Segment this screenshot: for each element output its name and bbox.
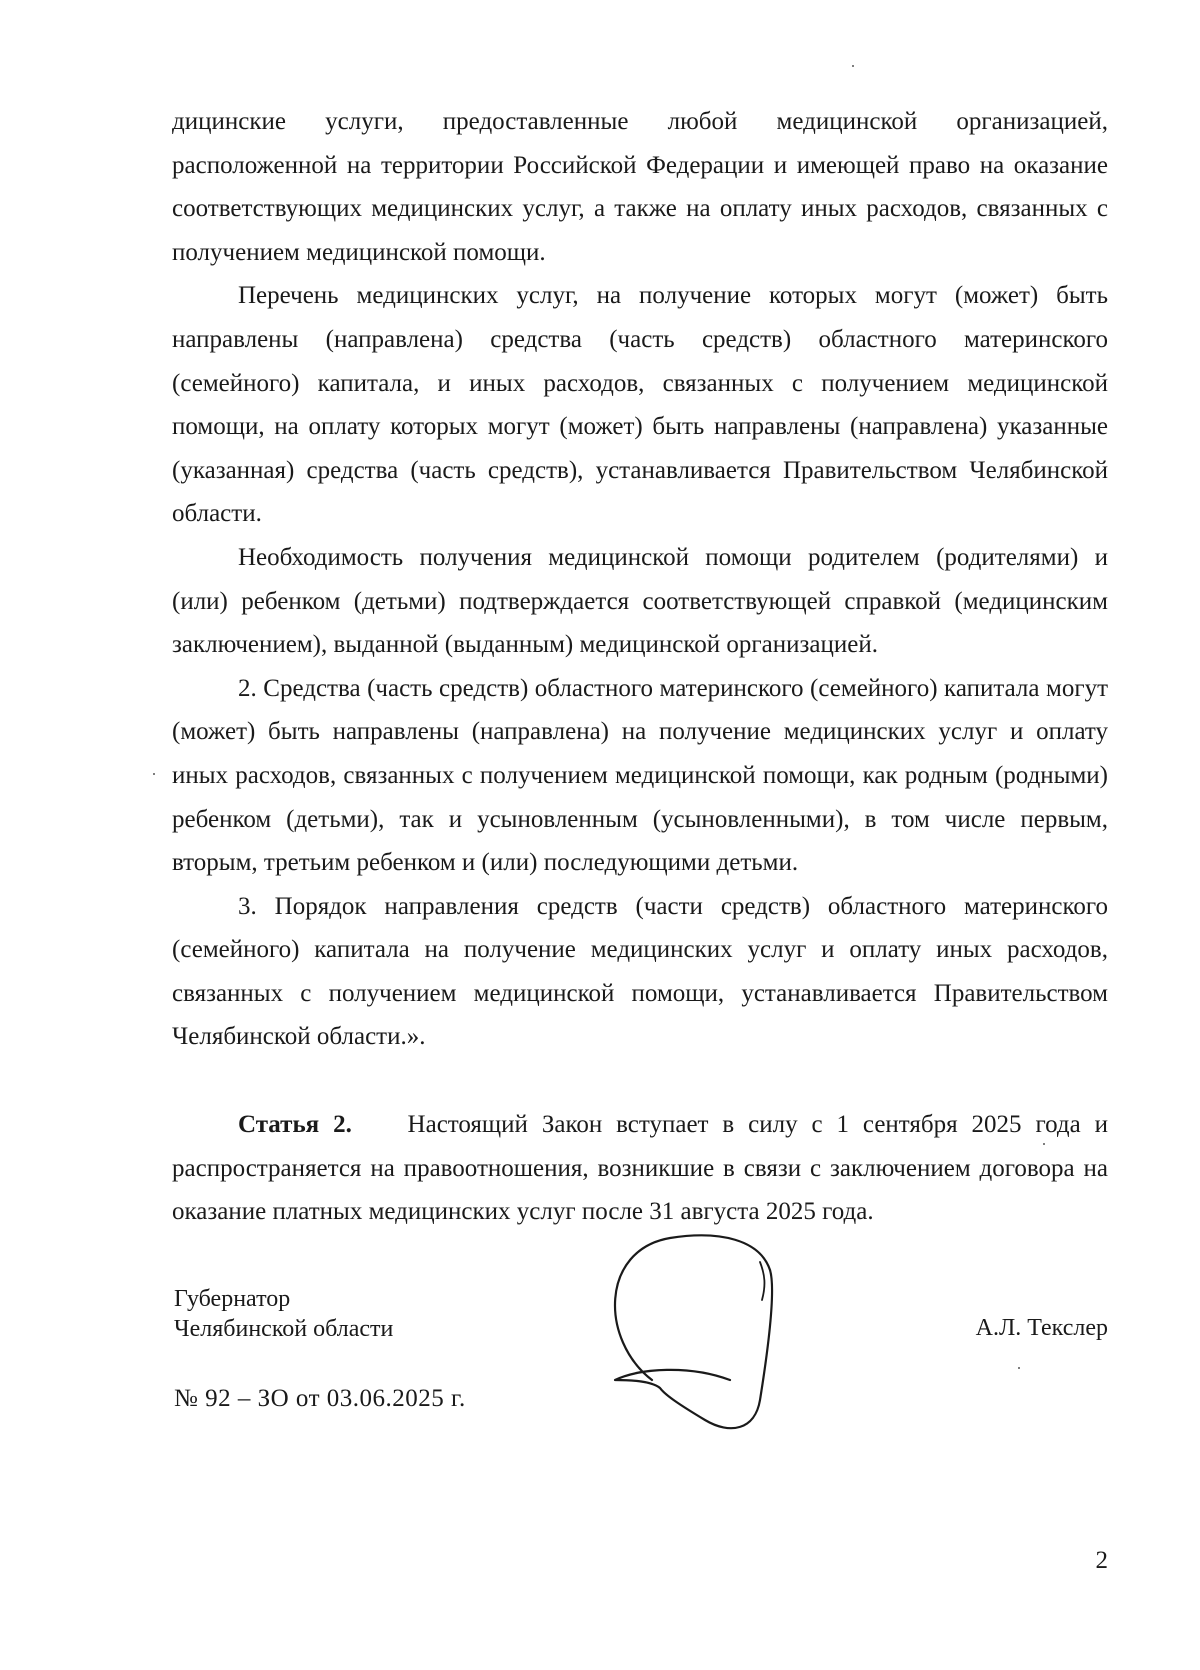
scan-speck <box>1043 1143 1045 1145</box>
scan-speck <box>153 773 155 775</box>
paragraph-medical-confirmation: Необходимость получения медицинской помощи родителем (родителями) и (или) ребенком (детьми) подтверждается соответствующей справкой (медицинским заключением), выданной (выданным) медицинской организацией. <box>172 543 1108 659</box>
scan-speck <box>1018 1367 1020 1369</box>
paragraph-services-list: Перечень медицинских услуг, на получение которых могут (может) быть направлены (направлена) средства (часть средств) областного материнского (семейного) капитала, и иных расходов, связанных с получением медицинской помощи, на оплату которых могут (может) быть направлены (направлена) указанные (указанная) средства (часть средств), устанавливается Правительством Челябинской области. <box>172 282 1108 528</box>
article-2-heading: Статья 2. <box>238 1111 352 1139</box>
article-2 <box>172 1103 1108 1234</box>
page-number: 2 <box>1095 1547 1108 1574</box>
signatory-title <box>174 1284 393 1344</box>
handwritten-signature <box>610 1230 810 1440</box>
signatory-name: А.Л. Текслер <box>975 1315 1108 1341</box>
article-2-text: Настоящий Закон вступает в силу с 1 сентября 2025 года и распространяется на правоотношения, возникшие в связи с заключением договора на оказание платных медицинских услуг после 31 августа 2025 года. <box>172 1111 1108 1226</box>
paragraph-clause-3: 3. Порядок направления средств (части средств) областного материнского (семейного) капитала на получение медицинских услуг и оплату иных расходов, связанных с получением медицинской помощи, устанавливается Правительством Челябинской области.». <box>172 892 1108 1051</box>
law-body-text <box>172 100 1108 1234</box>
paragraph-continued: дицинские услуги, предоставленные любой медицинской организацией, расположенной на территории Российской Федерации и имеющей право на оказание соответствующих медицинских услуг, а также на оплату иных расходов, связанных с получением медицинской помощи. <box>172 108 1108 266</box>
scan-speck <box>852 65 854 67</box>
signatory-title-line-1: Губернатор <box>174 1286 291 1312</box>
law-number-date: № 92 – ЗО от 03.06.2025 г. <box>174 1385 466 1412</box>
paragraph-clause-2: 2. Средства (часть средств) областного материнского (семейного) капитала могут (может) быть направлены (направлена) на получение медицинских услуг и оплату иных расходов, связанных с получением медицинской помощи, как родным (родными) ребенком (детьми), так и усыновленным (усыновленными), в том числе первым, вторым, третьим ребенком и (или) последующими детьми. <box>172 674 1108 877</box>
signatory-title-line-2: Челябинской области <box>174 1316 394 1342</box>
